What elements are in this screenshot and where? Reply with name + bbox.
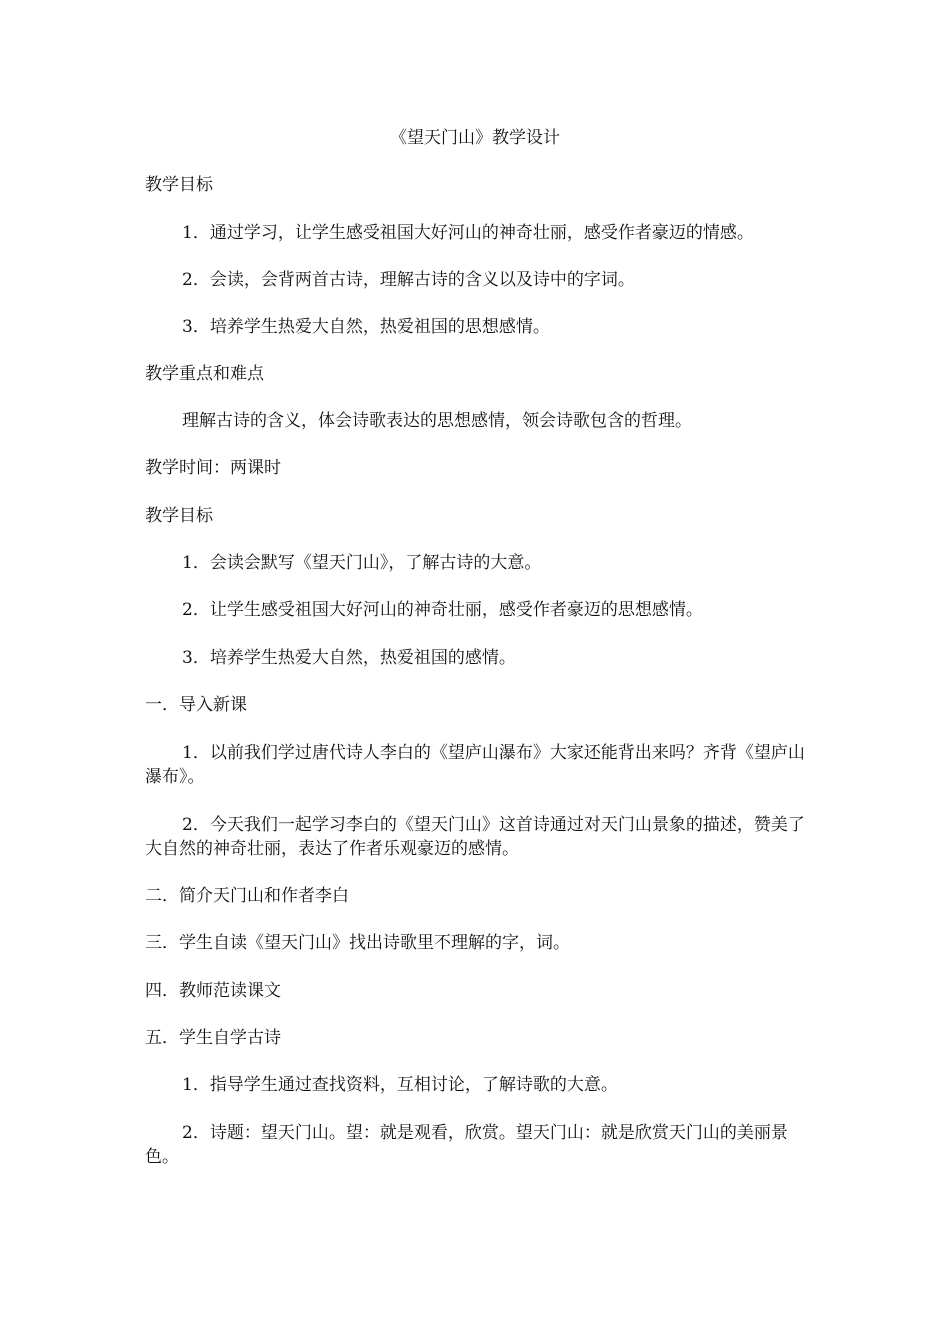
heading-teaching-goals: 教学目标 bbox=[145, 175, 213, 195]
heading-section-5: 五．学生自学古诗 bbox=[145, 1028, 281, 1048]
paragraph-key-points: 理解古诗的含义，体会诗歌表达的思想感情，领会诗歌包含的哲理。 bbox=[182, 411, 692, 431]
paragraph-goal-2-1: 1．会读会默写《望天门山》，了解古诗的大意。 bbox=[182, 553, 542, 573]
heading-teaching-goals-2: 教学目标 bbox=[145, 506, 213, 526]
paragraph-goal-2-3: 3．培养学生热爱大自然，热爱祖国的感情。 bbox=[182, 648, 516, 668]
paragraph-section-5-item-1: 1．指导学生通过查找资料，互相讨论，了解诗歌的大意。 bbox=[182, 1075, 618, 1095]
paragraph-goal-2-2: 2．让学生感受祖国大好河山的神奇壮丽，感受作者豪迈的思想感情。 bbox=[182, 600, 703, 620]
paragraph-goal-2: 2．会读，会背两首古诗，理解古诗的含义以及诗中的字词。 bbox=[182, 270, 635, 290]
heading-section-3: 三．学生自读《望天门山》找出诗歌里不理解的字，词。 bbox=[145, 933, 570, 953]
paragraph-goal-3: 3．培养学生热爱大自然，热爱祖国的思想感情。 bbox=[182, 317, 550, 337]
heading-key-points: 教学重点和难点 bbox=[145, 364, 264, 384]
heading-teaching-time: 教学时间：两课时 bbox=[145, 458, 281, 478]
document-title: 《望天门山》教学设计 bbox=[390, 128, 560, 148]
paragraph-section-5-item-2: 2．诗题：望天门山。望：就是观看，欣赏。望天门山：就是欣赏天门山的美丽景色。 bbox=[145, 1123, 788, 1167]
heading-section-1: 一．导入新课 bbox=[145, 695, 247, 715]
paragraph-section-1-item-1: 1．以前我们学过唐代诗人李白的《望庐山瀑布》大家还能背出来吗？齐背《望庐山瀑布》。 bbox=[145, 743, 805, 787]
paragraph-section-1-item-2: 2．今天我们一起学习李白的《望天门山》这首诗通过对天门山景象的描述，赞美了大自然的神奇壮丽，表达了作者乐观豪迈的感情。 bbox=[145, 815, 805, 859]
heading-section-2: 二．简介天门山和作者李白 bbox=[145, 886, 349, 906]
paragraph-goal-1: 1．通过学习，让学生感受祖国大好河山的神奇壮丽，感受作者豪迈的情感。 bbox=[182, 223, 754, 243]
heading-section-4: 四．教师范读课文 bbox=[145, 981, 281, 1001]
